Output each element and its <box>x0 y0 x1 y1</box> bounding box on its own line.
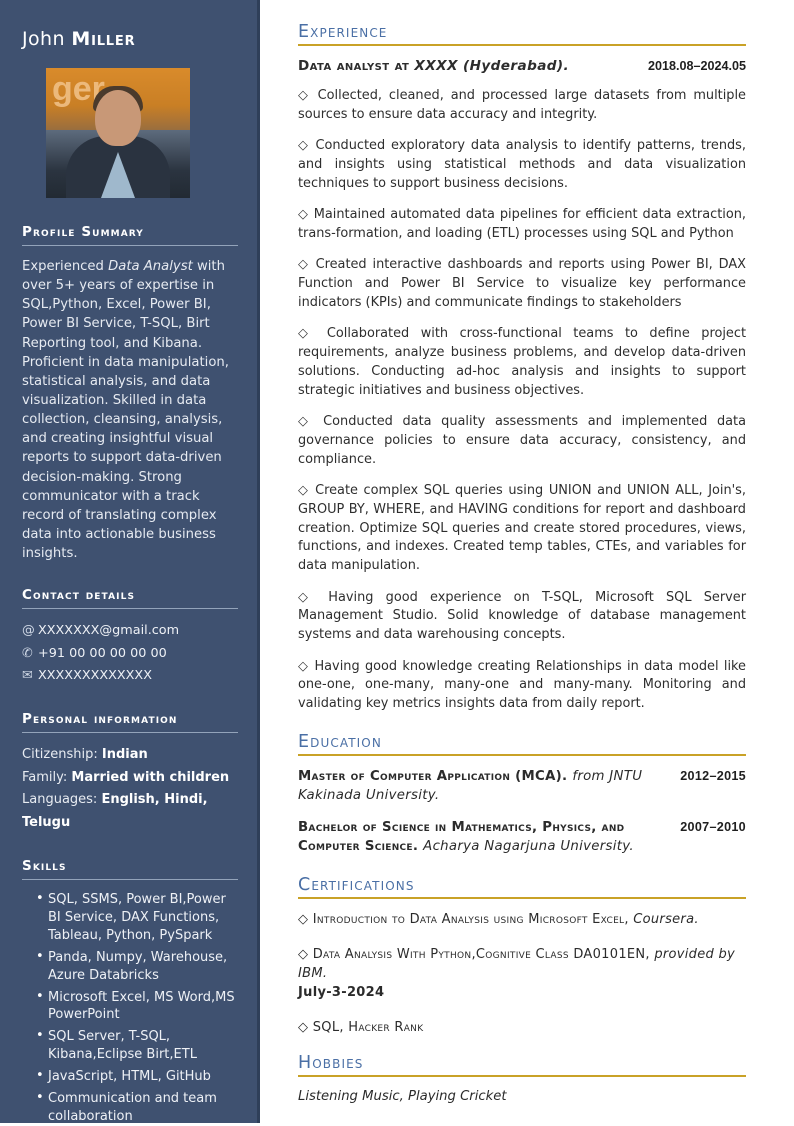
contact-section <box>22 587 238 687</box>
personal-information-heading: Personal information <box>22 711 238 733</box>
diamond-bullet-icon: ◇ <box>298 87 311 103</box>
job-company: XXXX (Hyderabad). <box>414 58 570 74</box>
education-date: 2012–2015 <box>680 768 746 783</box>
skills-section <box>22 858 238 1126</box>
candidate-last-name: Miller <box>71 28 136 50</box>
bullet-text: Maintained automated data pipelines for efficient data extraction, trans-formation, and loading (ETL) processes using SQL and Python <box>298 207 746 241</box>
summary-before: Experienced <box>22 259 109 274</box>
diamond-bullet-icon: ◇ <box>298 414 314 430</box>
diamond-bullet-icon: ◇ <box>298 326 316 342</box>
certification-item <box>298 1019 746 1038</box>
bullet-text: Conducted data quality assessments and implemented data governance policies to ensure data accuracy, consistency, and compliance. <box>298 414 746 467</box>
main-content <box>260 0 794 1123</box>
section-divider <box>298 897 746 899</box>
list-item: • Panda, Numpy, Warehouse, Azure Databricks <box>38 949 238 985</box>
bullet-text: Collaborated with cross-functional teams to define project requirements, analyze business problems, and develop data-driven solutions. Conducting ad-hoc analysis and insights to support strategic initiatives and business objectives. <box>298 326 746 398</box>
certification-title: Data Analysis With Python,Cognitive Class DA0101EN, <box>312 947 650 963</box>
experience-bullet <box>298 206 746 243</box>
at-icon: @ <box>22 623 35 639</box>
education-institution: Acharya Nagarjuna University. <box>423 839 634 855</box>
section-divider <box>298 1075 746 1077</box>
summary-emphasis: Data Analyst <box>108 259 193 274</box>
citizenship-value: Indian <box>101 747 148 763</box>
bullet-text: Having good knowledge creating Relationships in data model like one-one, one-many, many-one and many-many. Monitoring and validating key metrics insights data from daily report. <box>298 658 746 711</box>
experience-job-header <box>298 58 746 74</box>
education-item <box>298 768 746 806</box>
avatar <box>46 68 190 198</box>
experience-bullet <box>298 482 746 576</box>
contact-item-address <box>22 665 238 687</box>
family-value: Married with children <box>71 769 230 785</box>
education-degree: Bachelor of Science in Mathematics, Physics, and Computer Science. <box>298 820 625 855</box>
diamond-bullet-icon: ◇ <box>298 1019 309 1035</box>
diamond-bullet-icon: ◇ <box>298 138 310 154</box>
profile-summary-heading: Profile Summary <box>22 224 238 246</box>
experience-heading: Experience <box>298 22 388 42</box>
phone-icon: ✆ <box>22 645 33 661</box>
experience-job-date: 2018.08–2024.05 <box>647 59 746 73</box>
diamond-bullet-icon: ◇ <box>298 589 317 605</box>
personal-information-section <box>22 711 238 833</box>
education-item <box>298 819 746 857</box>
certification-date: July-3-2024 <box>298 984 385 1000</box>
languages-value: English, Hindi, Telugu <box>22 792 208 830</box>
citizenship-label: Citizenship: <box>22 747 98 763</box>
candidate-first-name: John <box>22 28 65 50</box>
hobbies-section <box>298 1053 746 1104</box>
certification-item <box>298 911 746 930</box>
experience-bullet <box>298 589 746 645</box>
contact-phone-value: +91 00 00 00 00 00 <box>38 645 167 661</box>
section-divider <box>298 754 746 756</box>
job-title-prefix: Data analyst at <box>298 58 415 74</box>
education-entry <box>298 819 746 857</box>
personal-item-citizenship <box>22 744 238 766</box>
candidate-name <box>22 28 238 50</box>
hobbies-heading: Hobbies <box>298 1053 364 1074</box>
sidebar <box>0 0 260 1123</box>
personal-item-languages <box>22 789 238 834</box>
profile-summary-text <box>22 257 238 563</box>
education-entry <box>298 768 746 806</box>
education-heading: Education <box>298 731 382 752</box>
languages-label: Languages: <box>22 792 98 808</box>
contact-heading: Contact details <box>22 587 238 609</box>
certification-issuer: Coursera. <box>633 912 699 928</box>
list-item: • JavaScript, HTML, GitHub <box>38 1068 238 1086</box>
section-divider <box>298 44 746 46</box>
family-label: Family: <box>22 769 68 785</box>
education-date: 2007–2010 <box>680 820 746 835</box>
profile-summary-section <box>22 224 238 563</box>
diamond-bullet-icon: ◇ <box>298 658 310 674</box>
experience-section <box>298 22 746 714</box>
list-item: • SQL Server, T-SQL, Kibana,Eclipse Birt,ETL <box>38 1028 238 1064</box>
bullet-text: Collected, cleaned, and processed large datasets from multiple sources to ensure data accuracy and integrity. <box>298 87 746 122</box>
experience-job-title <box>298 58 569 74</box>
hobbies-text: Listening Music, Playing Cricket <box>298 1089 507 1105</box>
summary-after: with over 5+ years of expertise in SQL,Python, Excel, Power BI, Power BI Service, T-SQL, Birt Reporting tool, and Kibana. Proficient in data manipulation, statistical analysis, and data visualization. Skilled in data collection, cleansing, analysis, and creating insightful visual reports to support data-driven decision-making. Strong communicator with a track record of translating complex data into actionable business insights. <box>22 259 229 562</box>
education-institution: from JNTU Kakinada University. <box>298 768 643 803</box>
certifications-heading: Certifications <box>298 875 415 896</box>
list-item: • SQL, SSMS, Power BI,Power BI Service, DAX Functions, Tableau, Python, PySpark <box>38 891 238 945</box>
bullet-text: Having good experience on T-SQL, Microsoft SQL Server Management Studio. Solid knowledge of database management systems and data warehousing concepts. <box>298 589 747 642</box>
envelope-icon: ✉ <box>22 668 33 684</box>
diamond-bullet-icon: ◇ <box>298 207 309 223</box>
contact-email-value: XXXXXXX@gmail.com <box>38 623 180 639</box>
experience-bullet <box>298 256 746 312</box>
experience-bullet <box>298 87 746 124</box>
list-item: • Microsoft Excel, MS Word,MS PowerPoint <box>38 989 238 1025</box>
bullet-text: Create complex SQL queries using UNION and UNION ALL, Join's, GROUP BY, WHERE, and HAVING conditions for report and dashboard creation. Optimize SQL queries and create stored procedures, views, functions, and indexes. Created temp tables, CTEs, and variables for data manipulation. <box>298 483 746 573</box>
education-degree: Master of Computer Application (MCA). <box>298 768 568 784</box>
experience-bullet <box>298 325 746 400</box>
diamond-bullet-icon: ◇ <box>298 912 309 928</box>
experience-bullet <box>298 413 746 469</box>
contact-item-email <box>22 620 238 642</box>
experience-bullet <box>298 658 746 714</box>
certifications-section <box>298 875 746 1037</box>
skills-list <box>22 891 238 1126</box>
list-item: • Communication and team collaboration <box>38 1090 238 1126</box>
skills-heading: Skills <box>22 858 238 880</box>
personal-item-family <box>22 767 238 789</box>
certification-title: Introduction to Data Analysis using Microsoft Excel, <box>312 912 629 928</box>
education-section <box>298 732 746 858</box>
bullet-text: Created interactive dashboards and reports using Power BI, DAX Function and Power BI Service to visualize key performance indicators (KPIs) and communicate findings to stakeholders <box>298 257 746 310</box>
certification-item <box>298 946 746 1003</box>
certification-issuer: provided by IBM. <box>298 947 736 981</box>
diamond-bullet-icon: ◇ <box>298 947 309 963</box>
contact-address-value: XXXXXXXXXXXXX <box>38 668 152 684</box>
contact-item-phone <box>22 643 238 665</box>
diamond-bullet-icon: ◇ <box>298 257 310 273</box>
bullet-text: Conducted exploratory data analysis to identify patterns, trends, and insights using statistical methods and data visualization techniques to support business decisions. <box>298 138 746 191</box>
diamond-bullet-icon: ◇ <box>298 483 310 499</box>
experience-bullet <box>298 137 746 193</box>
photo-head <box>95 90 141 146</box>
certification-title: SQL, Hacker Rank <box>312 1019 424 1035</box>
